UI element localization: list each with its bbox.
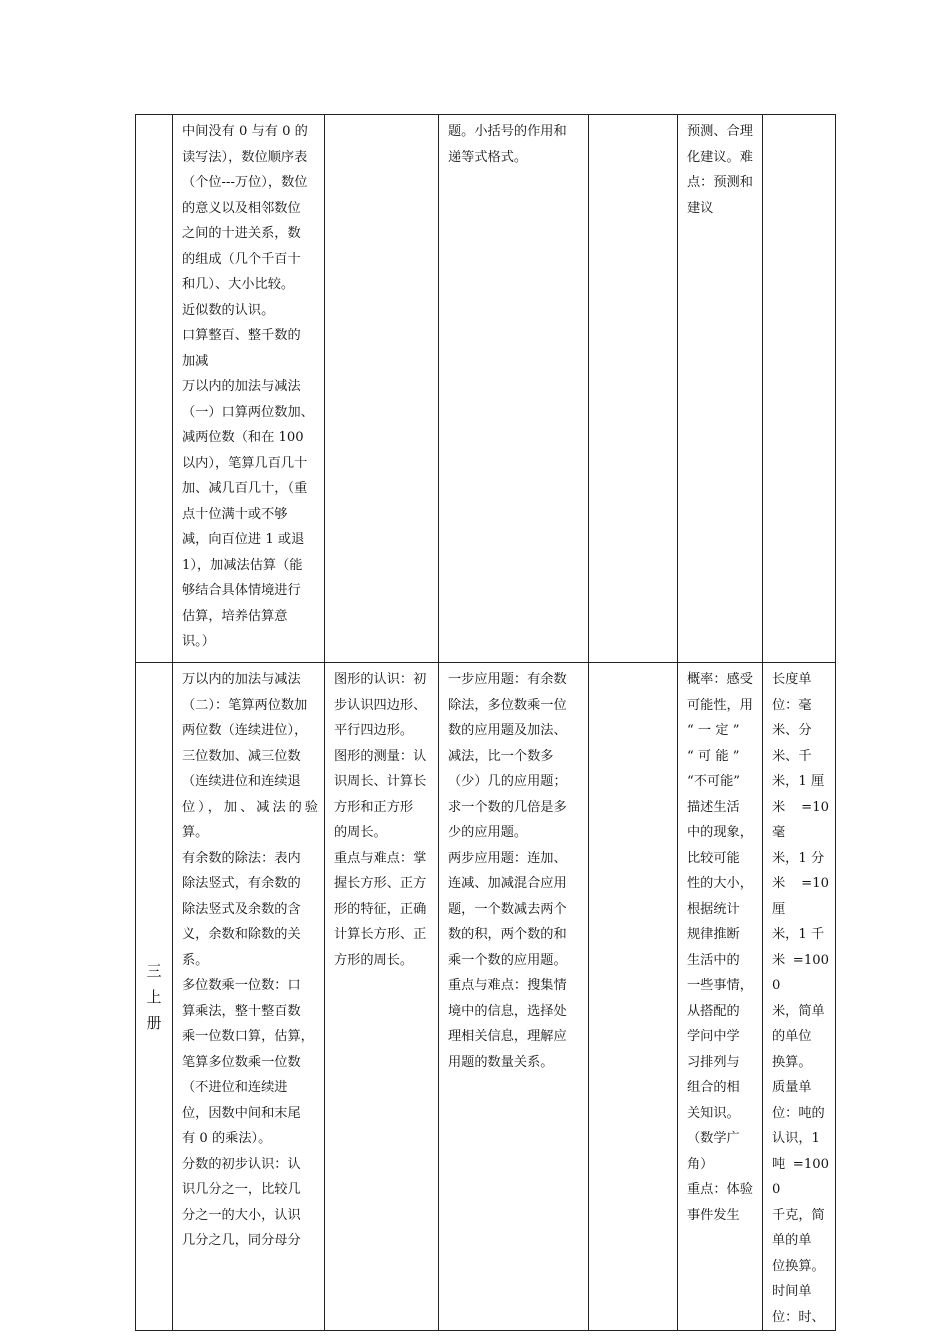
geometry-cell [325, 663, 439, 1331]
cell-text [763, 115, 835, 119]
statistics-cell [678, 663, 763, 1331]
number-algebra-cell [173, 115, 325, 663]
cell-text: 图形的认识：初 步认识四边形、 平行四边形。 图形的测量：认 识周长、计算长 方形和正方形 的周长。 重点与难点：掌 握长方形、正方 形的特征，正确 计算长方形、正 方形的周长。 [334, 672, 427, 968]
statistics-cell [678, 115, 763, 663]
grade-cell: 三上册 [136, 663, 173, 1331]
table-row [136, 663, 836, 1331]
cell-text [589, 663, 677, 667]
cell-text: 中间没有 0 与有 0 的 读写法），数位顺序表 （个位---万位），数位 的意义以及相邻数位 之间的十进关系，数 的组成（几个千百十 和几）、大小比较。 近似数的认识。 口算整百、整千数的 加减 万以内的加法与减法 （一）口算两位数加、 减两位数（和在 100 以内），笔算几百几十 加、减几百几十，（重 点十位满十或不够 减，向百位进 1 或退 1），加减法估算（能 够结合具体情境进行 估算，培养估算意 识。） [182, 124, 314, 649]
application-cell [439, 663, 589, 1331]
units-cell [763, 663, 836, 1331]
application-cell [439, 115, 589, 663]
cell-text [325, 115, 438, 119]
cell-text: 长度单 位：毫 米、分 米、千 米，1 厘 米=10 毫 米，1 分 米=10 厘 米，1 千 米=1000 米，简单 的单位 换算。 质量单 位：吨的 认识，1 吨=1000 千克，简 单的单 位换算。 时间单 位：时、 [772, 672, 829, 1325]
units-cell [763, 115, 836, 663]
grade-cell [136, 115, 173, 663]
cell-text: 题。小括号的作用和 递等式格式。 [448, 124, 567, 165]
empty-cell [589, 663, 678, 1331]
curriculum-table [135, 114, 836, 1331]
cell-text: 万以内的加法与减法 （二）：笔算两位数加 两位数（连续进位）， 三位数加、减三位数 （连续进位和连续退 位），加、减法的验算。 有余数的除法：表内 除法竖式，有余数的 除法竖式及余数的含 义，余数和除数的关 系。 多位数乘一位数：口 算乘法，整十整百数 乘一位数口算，估算， 笔算多位数乘一位数 （不进位和连续进 位，因数中间和末尾 有 0 的乘法）。 分数的初步认识：认 识几分之一，比较几 分之一的大小，认识 几分之几，同分母分 [182, 672, 318, 1248]
empty-cell [589, 115, 678, 663]
cell-text: 预测、合理 化建议。难 点：预测和 建议 [687, 124, 753, 216]
cell-text: 一步应用题：有余数 除法，多位数乘一位 数的应用题及加法、 减法，比一个数多 （少）几的应用题； 求一个数的几倍是多 少的应用题。 两步应用题：连加、 连减、加减混合应用 题，一个数减去两个 数的积，两个数的和 乘一个数的应用题。 重点与难点：搜集情 境中的信息，选择处 理相关信息，理解应 用题的数量关系。 [448, 672, 567, 1070]
cell-text [589, 115, 677, 119]
number-algebra-cell [173, 663, 325, 1331]
geometry-cell [325, 115, 439, 663]
table-row [136, 115, 836, 663]
cell-text: 概率：感受 可能性，用 “ 一 定 ” “ 可 能 ” “不可能” 描述生活 中的现象， 比较可能 性的大小， 根据统计 规律推断 生活中的 一些事情， 从搭配的 学问中学 习排列与 组合的相 关知识。 （数学广 角） 重点：体验 事件发生 [687, 672, 753, 1223]
